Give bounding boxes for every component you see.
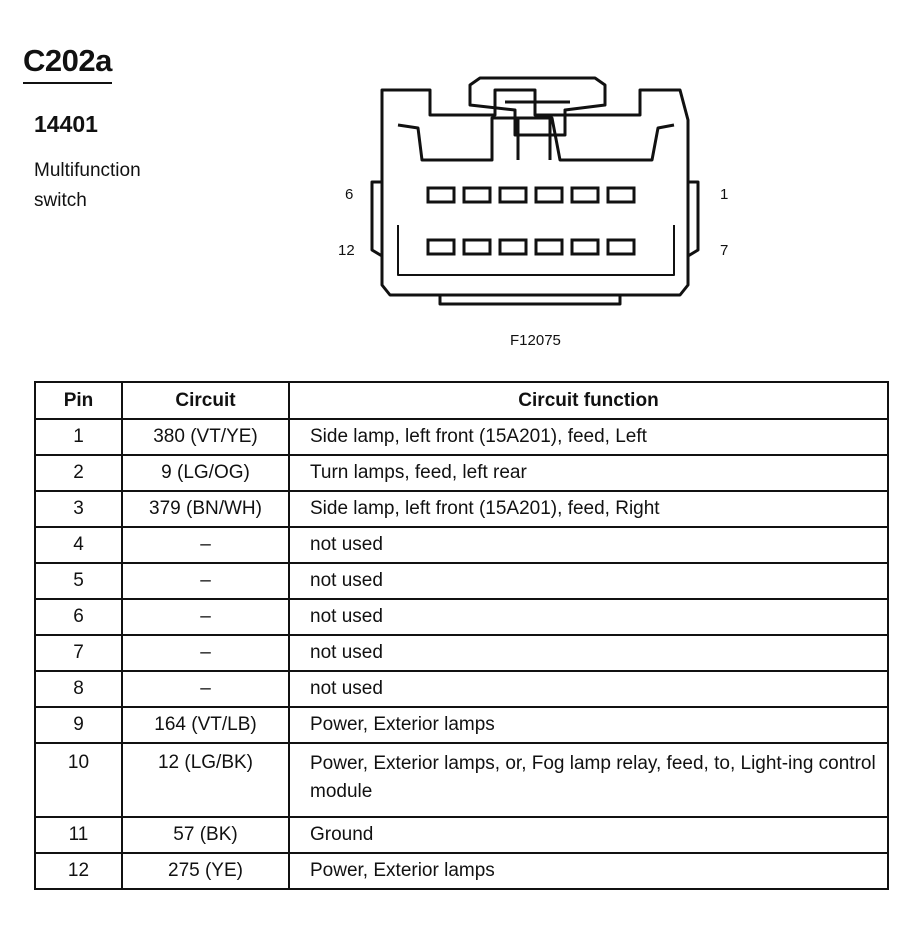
pin-cell: 7 [35, 635, 122, 671]
circuit-cell: – [122, 599, 289, 635]
function-cell: Power, Exterior lamps, or, Fog lamp relay, feed, to, Light-ing control module [289, 743, 888, 817]
table-row [35, 635, 888, 671]
circuit-cell: – [122, 527, 289, 563]
table-row [35, 671, 888, 707]
pin-cell: 8 [35, 671, 122, 707]
function-cell: not used [289, 671, 888, 707]
connector-diagram [320, 70, 740, 360]
function-cell: Power, Exterior lamps [289, 853, 888, 889]
header-function: Circuit function [289, 382, 888, 419]
function-cell: Ground [289, 817, 888, 853]
circuit-cell: – [122, 671, 289, 707]
pin-cell: 12 [35, 853, 122, 889]
table-row [35, 455, 888, 491]
pin-table [34, 381, 889, 890]
pin-cell: 5 [35, 563, 122, 599]
function-cell: Turn lamps, feed, left rear [289, 455, 888, 491]
function-cell: Side lamp, left front (15A201), feed, Left [289, 419, 888, 455]
header-circuit: Circuit [122, 382, 289, 419]
pin-cell: 4 [35, 527, 122, 563]
table-row [35, 707, 888, 743]
pin-cell: 6 [35, 599, 122, 635]
pin-cell: 10 [35, 743, 122, 817]
table-row [35, 527, 888, 563]
table-header-row [35, 382, 888, 419]
circuit-cell: 380 (VT/YE) [122, 419, 289, 455]
circuit-cell: 12 (LG/BK) [122, 743, 289, 817]
table-row [35, 563, 888, 599]
table-row [35, 853, 888, 889]
pin-label-7: 7 [720, 242, 729, 259]
pin-cell: 11 [35, 817, 122, 853]
circuit-cell: 379 (BN/WH) [122, 491, 289, 527]
pin-label-6: 6 [345, 186, 354, 203]
function-cell: not used [289, 599, 888, 635]
pin-cavities-top [428, 188, 634, 202]
table-row [35, 599, 888, 635]
pin-cell: 9 [35, 707, 122, 743]
latch-tab [470, 78, 605, 135]
function-cell: Power, Exterior lamps [289, 707, 888, 743]
pin-label-1: 1 [720, 186, 729, 203]
function-cell: Side lamp, left front (15A201), feed, Right [289, 491, 888, 527]
function-cell: not used [289, 527, 888, 563]
table-row [35, 491, 888, 527]
connector-inner-frame [398, 118, 674, 160]
function-cell: not used [289, 563, 888, 599]
circuit-cell: – [122, 635, 289, 671]
pin-cell: 1 [35, 419, 122, 455]
pin-cell: 2 [35, 455, 122, 491]
part-number: 14401 [34, 111, 98, 137]
table-row [35, 419, 888, 455]
figure-id: F12075 [510, 332, 561, 349]
circuit-cell: – [122, 563, 289, 599]
pin-cavities-bottom [428, 240, 634, 254]
connector-id: C202a [23, 42, 112, 84]
circuit-cell: 9 (LG/OG) [122, 455, 289, 491]
circuit-cell: 275 (YE) [122, 853, 289, 889]
part-name: Multifunction switch [34, 160, 141, 211]
pin-cell: 3 [35, 491, 122, 527]
header-pin: Pin [35, 382, 122, 419]
circuit-cell: 57 (BK) [122, 817, 289, 853]
function-cell: not used [289, 635, 888, 671]
table-row [35, 743, 888, 817]
pin-label-12: 12 [338, 242, 355, 259]
table-row [35, 817, 888, 853]
circuit-cell: 164 (VT/LB) [122, 707, 289, 743]
